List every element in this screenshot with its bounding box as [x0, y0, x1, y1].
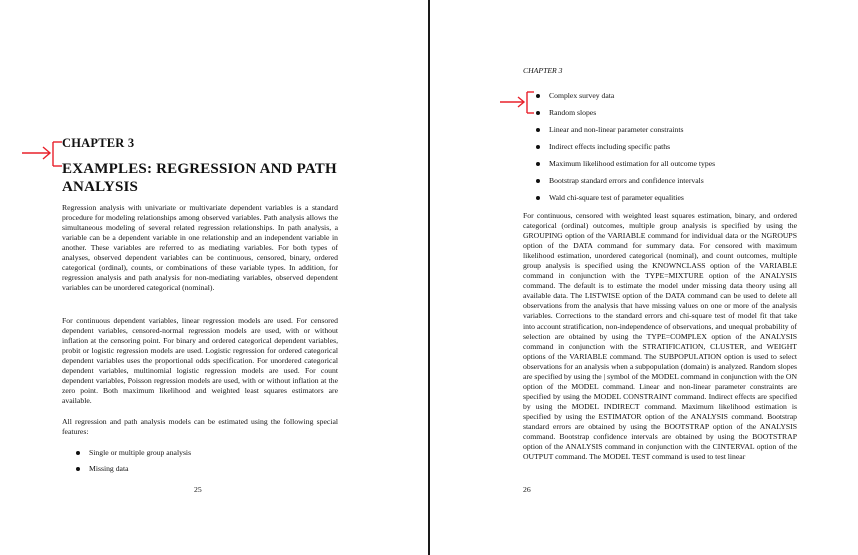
list-item: Complex survey data [535, 91, 715, 108]
page-divider [428, 0, 430, 555]
list-item: Indirect effects including specific paths [535, 142, 715, 159]
left-feature-list [75, 448, 191, 480]
intro-paragraph: Regression analysis with univariate or multivariate dependent variables is a standard procedure for modeling relationships among observed variables. Path analysis allows the simultaneous modeling of several related regression relationships. In path analysis, a variable can be a dependent variable in one relationship and an independent variable in another. These variables are referred to as mediating variables. For both types of analyses, observed dependent variables can be continuous, censored, binary, ordered categorical (ordinal), counts, or combinations of these variable types. In addition, for regression analysis and path analysis for non-mediating variables, observed dependent variables can be unordered categorical (nominal). [62, 203, 338, 293]
list-item: Missing data [75, 464, 191, 480]
right-page-number: 26 [523, 485, 531, 494]
chapter-title-line-1: EXAMPLES: REGRESSION AND PATH [62, 161, 337, 177]
right-feature-list [535, 91, 715, 210]
options-paragraph: For continuous, censored with weighted least squares estimation, binary, and ordered categorical (ordinal) outcomes, multiple group analysis is specified by using the GROUPING option of the VARIABLE command for individual data or the NGROUPS option of the DATA command for summary data. For censored with maximum likelihood estimation, unordered categorical (nominal), and count outcomes, multiple group analysis is specified using the KNOWNCLASS option of the VARIABLE command in conjunction with the TYPE=MIXTURE option of the ANALYSIS command. The default is to estimate the model under missing data theory using all available data. The LISTWISE option of the DATA command can be used to delete all observations from the analysis that have missing values on one or more of the analysis variables. Corrections to the standard errors and chi-square test of model fit that take into account stratification, non-independence of observations, and unequal probability of selection are obtained by using the TYPE=COMPLEX option of the ANALYSIS command in conjunction with the STRATIFICATION, CLUSTER, and WEIGHT options of the VARIABLE command. The SUBPOPULATION option is used to select observations for an analysis when a subpopulation (domain) is analyzed. Random slopes are specified by using the | symbol of the MODEL command in conjunction with the ON option of the MODEL command. Linear and non-linear parameter constraints are specified by using the MODEL CONSTRAINT command. Indirect effects are specified by using the MODEL INDIRECT command. Maximum likelihood estimation is specified by using the ESTIMATOR option of the ANALYSIS command. Bootstrap standard errors are obtained by using the BOOTSTRAP option of the ANALYSIS command. Bootstrap confidence intervals are obtained by using the BOOTSTRAP option of the ANALYSIS command in conjunction with the CINTERVAL option of the OUTPUT command. The MODEL TEST command is used to test linear [523, 211, 797, 462]
regression-models-paragraph: For continuous dependent variables, linear regression models are used. For censored dependent variables, censored-normal regression models are used, with or without inflation at the censoring point. For binary and ordered categorical dependent variables, probit or logistic regression models are used. Logistic regression for ordered categorical dependent variables uses the proportional odds specification. For unordered categorical dependent variables, multinomial logistic regression models are used. For count dependent variables, Poisson regression models are used, with or without inflation at the zero point. Both maximum likelihood and weighted least squares estimators are available. [62, 316, 338, 406]
list-item: Random slopes [535, 108, 715, 125]
red-arrow-bracket-icon [500, 88, 536, 118]
list-item: Maximum likelihood estimation for all outcome types [535, 159, 715, 176]
left-page-number: 25 [194, 485, 202, 494]
chapter-title-line-2: ANALYSIS [62, 179, 139, 195]
list-item: Linear and non-linear parameter constraints [535, 125, 715, 142]
list-item: Wald chi-square test of parameter equalities [535, 193, 715, 210]
chapter-title [62, 160, 382, 196]
chapter-label: CHAPTER 3 [62, 136, 135, 150]
red-arrow-bracket-icon [22, 136, 62, 174]
running-head: CHAPTER 3 [523, 66, 563, 75]
list-item: Single or multiple group analysis [75, 448, 191, 464]
list-item: Bootstrap standard errors and confidence intervals [535, 176, 715, 193]
special-features-paragraph: All regression and path analysis models can be estimated using the following special features: [62, 417, 338, 437]
